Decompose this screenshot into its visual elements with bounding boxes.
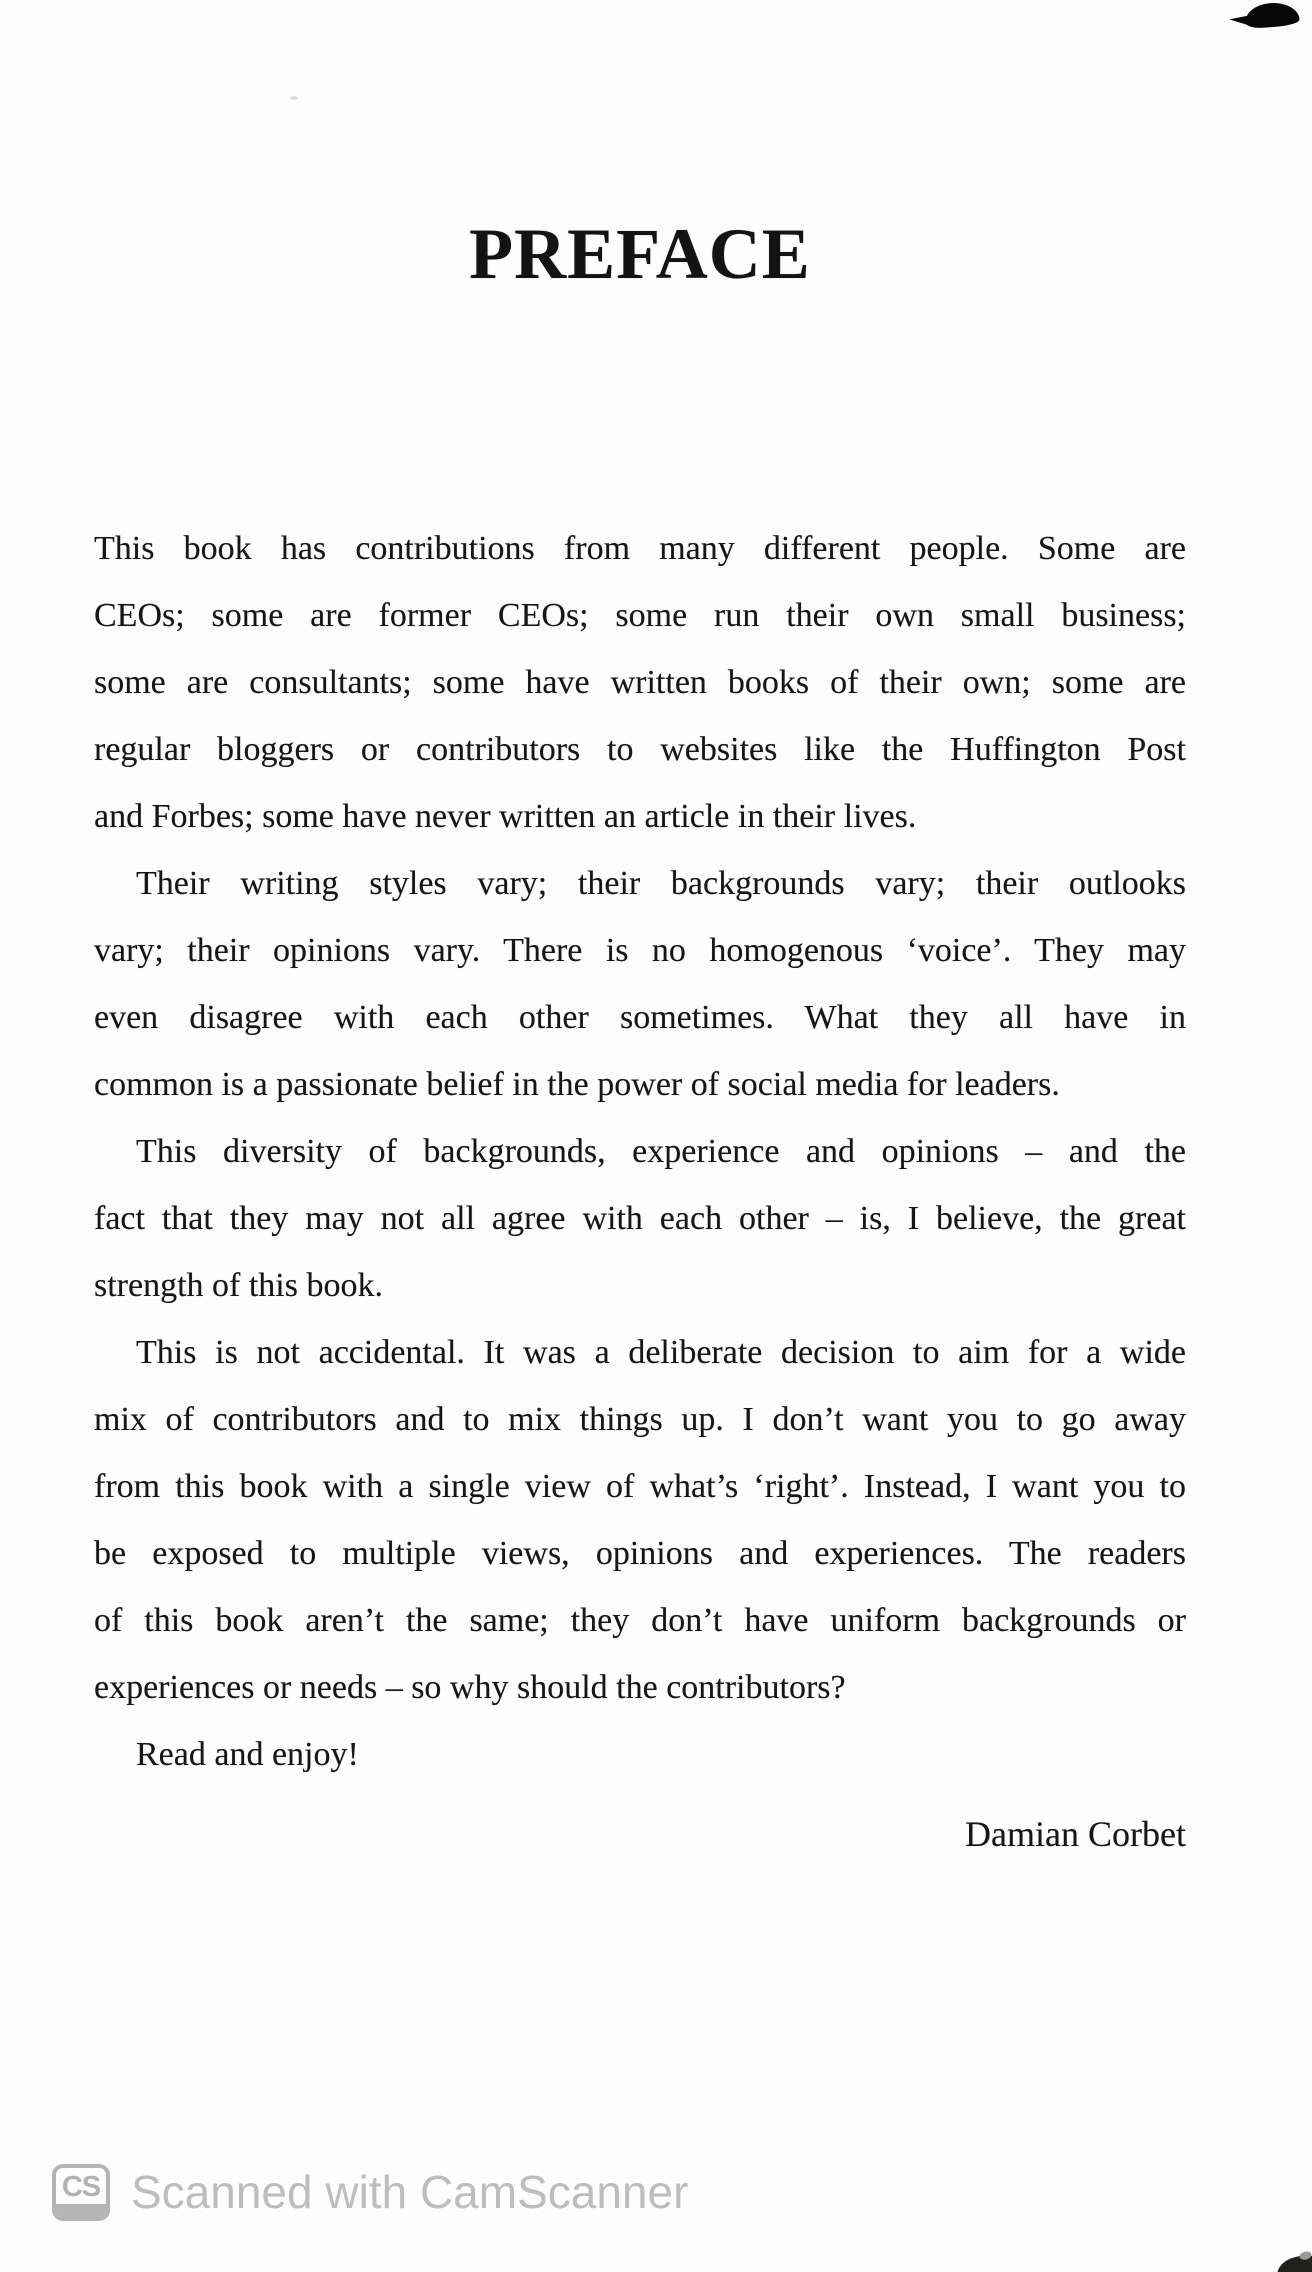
camscanner-logo-icon [52,2164,110,2221]
camscanner-label: Scanned with CamScanner [131,2166,689,2218]
text-line: mix of contributors and to mix things up. I don’t want you to go away [94,1401,1186,1438]
text-line: CEOs; some are former CEOs; some run their own small business; [94,597,1186,634]
camscanner-footer [52,2163,688,2221]
text-line: Their writing styles vary; their backgrounds vary; their outlooks [136,865,1186,902]
text-line: This is not accidental. It was a deliberate decision to aim for a wide [136,1334,1186,1371]
text-line: and Forbes; some have never written an article in their lives. [94,798,917,835]
preface-body [94,515,1186,1868]
text-line: strength of this book. [94,1267,383,1304]
text-line: common is a passionate belief in the power of social media for leaders. [94,1066,1060,1103]
text-line: This diversity of backgrounds, experience and opinions – and the [136,1133,1186,1170]
text-line: fact that they may not all agree with each other – is, I believe, the great [94,1200,1186,1237]
text-line: some are consultants; some have written books of their own; some are [94,664,1186,701]
scan-artifact-bottom-right [1274,2252,1312,2272]
text-line: experiences or needs – so why should the contributors? [94,1669,846,1706]
scan-artifact-top-right [1244,1,1300,30]
camscanner-logo-bar [56,2204,106,2217]
author-signature: Damian Corbet [965,1814,1186,1854]
text-line: be exposed to multiple views, opinions and experiences. The readers [94,1535,1186,1572]
text-line: of this book aren’t the same; they don’t have uniform backgrounds or [94,1602,1186,1639]
text-line: Read and enjoy! [136,1736,359,1773]
text-line: vary; their opinions vary. There is no homogenous ‘voice’. They may [94,932,1186,969]
page-title: PREFACE [469,214,811,294]
text-line: This book has contributions from many different people. Some are [94,530,1186,567]
text-line: regular bloggers or contributors to websites like the Huffington Post [94,731,1186,768]
scan-speck [290,96,298,100]
text-line: from this book with a single view of what’s ‘right’. Instead, I want you to [94,1468,1186,1505]
camscanner-logo-letters: CS [61,2170,101,2203]
text-line: even disagree with each other sometimes. What they all have in [94,999,1186,1036]
